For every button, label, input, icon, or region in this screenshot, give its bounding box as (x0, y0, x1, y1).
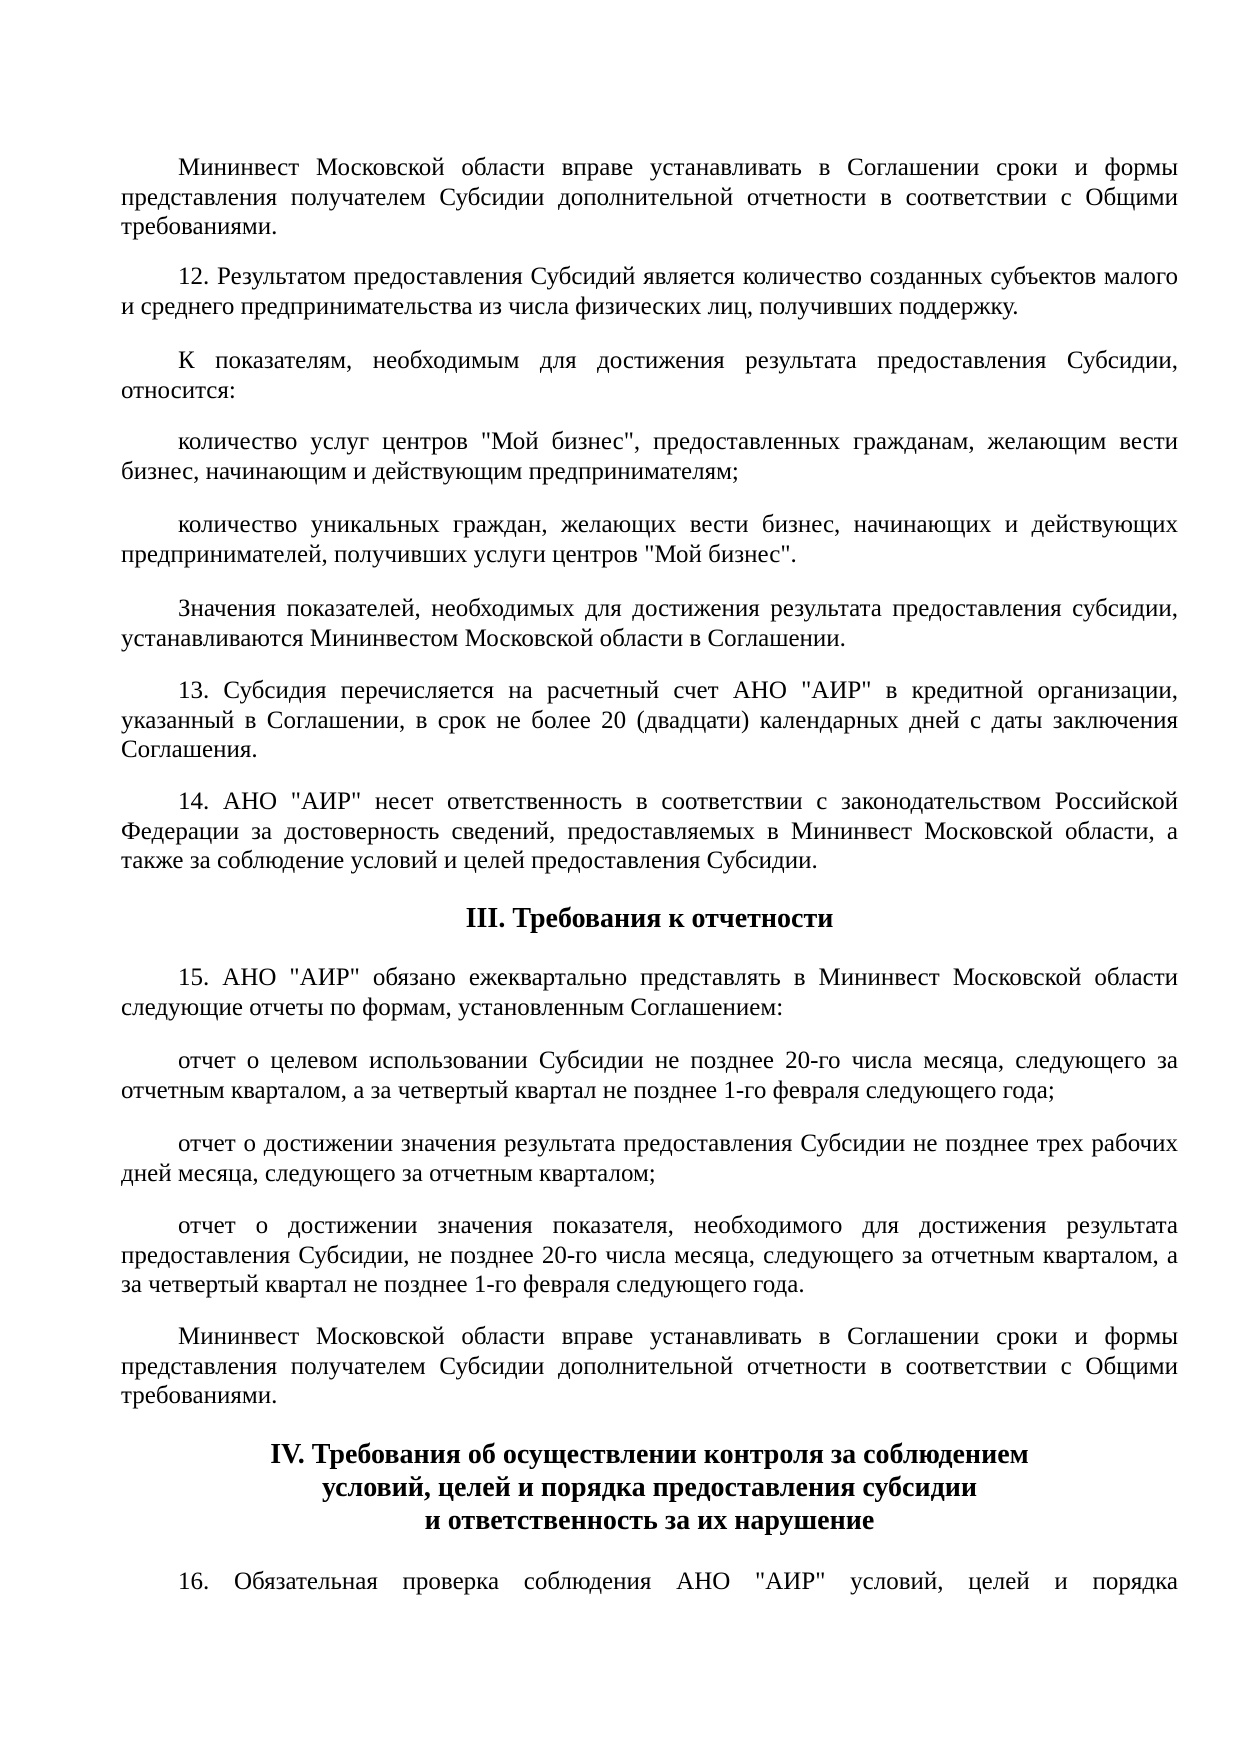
text-line: за четвертый квартал не позднее 1-го февраля следующего года. (121, 1271, 805, 1299)
text-line: относится: (121, 376, 236, 404)
paragraph (121, 963, 1178, 1022)
text-line: следующие отчеты по формам, установленным Соглашением: (121, 993, 784, 1021)
text-line: Соглашения. (121, 736, 258, 764)
text-line: 16. Обязательная проверка соблюдения АНО "АИР" условий, целей и порядка (178, 1568, 1178, 1595)
heading-line: III. Требования к отчетности (465, 903, 834, 934)
text-line: требованиями. (121, 213, 278, 241)
paragraph (121, 427, 1178, 486)
text-line: представления получателем Субсидии дополнительной отчетности в соответствии с Общими (121, 1352, 1178, 1380)
text-line: предпринимателей, получивших услуги центров "Мой бизнес". (121, 540, 797, 568)
paragraph (121, 676, 1178, 765)
paragraph (121, 153, 1178, 242)
text-line: представления получателем Субсидии дополнительной отчетности в соответствии с Общими (121, 183, 1178, 211)
text-line: указанный в Соглашении, в срок не более 20 (двадцати) календарных дней с даты заключения (121, 706, 1178, 734)
text-line: 13. Субсидия перечисляется на расчетный счет АНО "АИР" в кредитной организации, (178, 677, 1178, 704)
paragraph (121, 1129, 1178, 1188)
text-line: дней месяца, следующего за отчетным кварталом; (121, 1159, 656, 1187)
text-line: 14. АНО "АИР" несет ответственность в соответствии с законодательством Российской (178, 788, 1178, 815)
text-line: и среднего предпринимательства из числа физических лиц, получивших поддержку. (121, 292, 1019, 320)
text-line: Значения показателей, необходимых для достижения результата предоставления субсидии, (178, 595, 1178, 622)
heading-line: IV. Требования об осуществлении контроля за соблюдением (270, 1439, 1029, 1470)
text-line: отчет о достижении значения показателя, необходимого для достижения результата (178, 1212, 1178, 1239)
paragraph (121, 1322, 1178, 1411)
text-line: 12. Результатом предоставления Субсидий является количество созданных субъектов малого (178, 263, 1178, 290)
text-line: отчетным кварталом, а за четвертый квартал не позднее 1-го февраля следующего года; (121, 1076, 1055, 1104)
text-line: устанавливаются Мининвестом Московской области в Соглашении. (121, 624, 846, 652)
text-line: бизнес, начинающим и действующим предпринимателям; (121, 457, 739, 485)
paragraph (121, 1046, 1178, 1105)
text-line: количество услуг центров "Мой бизнес", предоставленных гражданам, желающим вести (178, 428, 1178, 455)
text-line: отчет о достижении значения результата предоставления Субсидии не позднее трех рабочих (178, 1130, 1178, 1157)
paragraph (121, 787, 1178, 876)
text-line: Федерации за достоверность сведений, предоставляемых в Мининвест Московской области, а (121, 817, 1178, 845)
paragraph (121, 594, 1178, 653)
paragraph (121, 262, 1178, 321)
paragraph (121, 1211, 1178, 1300)
text-line: Мининвест Московской области вправе устанавливать в Соглашении сроки и формы (178, 154, 1178, 181)
heading-line: условий, целей и порядка предоставления субсидии (321, 1472, 978, 1503)
text-line: 15. АНО "АИР" обязано ежеквартально представлять в Мининвест Московской области (178, 964, 1178, 991)
text-line: К показателям, необходимым для достижения результата предоставления Субсидии, (178, 347, 1178, 374)
heading-section-4 (121, 1438, 1178, 1537)
text-line: Мининвест Московской области вправе устанавливать в Соглашении сроки и формы (178, 1323, 1178, 1350)
text-line: также за соблюдение условий и целей предоставления Субсидии. (121, 847, 818, 875)
paragraph (121, 1567, 1178, 1597)
heading-section-3 (121, 902, 1178, 935)
text-line: количество уникальных граждан, желающих вести бизнес, начинающих и действующих (178, 511, 1178, 538)
text-line: отчет о целевом использовании Субсидии не позднее 20-го числа месяца, следующего за (178, 1047, 1178, 1074)
heading-line: и ответственность за их нарушение (424, 1505, 875, 1536)
paragraph (121, 346, 1178, 405)
text-line: предоставления Субсидии, не позднее 20-го числа месяца, следующего за отчетным кварталом, а (121, 1241, 1178, 1269)
text-line: требованиями. (121, 1382, 278, 1410)
paragraph (121, 510, 1178, 569)
